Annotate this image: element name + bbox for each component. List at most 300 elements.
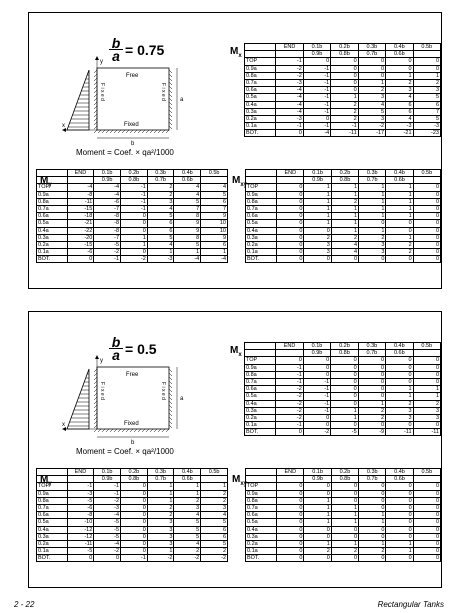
row-label: 0.8a	[245, 371, 276, 378]
table-cell: 1	[304, 198, 331, 205]
table-cell: 5	[174, 533, 201, 540]
table-cell: 1	[359, 191, 386, 198]
table-row	[246, 555, 441, 562]
table-cell: -2	[94, 548, 121, 555]
table-cell: 3	[413, 414, 440, 421]
corner-cell	[245, 44, 276, 51]
table-cell: 4	[331, 241, 358, 248]
table-cell: 0	[413, 533, 440, 540]
table-row	[245, 65, 441, 72]
table-cell: 0	[277, 191, 304, 198]
table-row	[246, 519, 441, 526]
table-row	[245, 378, 441, 385]
table-row	[246, 234, 441, 241]
row-label: BOT.	[245, 130, 276, 137]
table-cell: 4	[386, 115, 413, 122]
table-cell: 0	[386, 357, 413, 364]
mxy-label: $M_{xy}$	[232, 474, 248, 487]
table-cell: 4	[201, 184, 228, 191]
table-row	[246, 526, 441, 533]
table-cell: 2	[147, 512, 174, 519]
table-cell: -1	[303, 101, 330, 108]
table-cell: 0	[331, 58, 358, 65]
table-cell: 2	[359, 548, 386, 555]
table-cell: -12	[67, 533, 94, 540]
table-cell: 1	[331, 213, 358, 220]
table-cell: -1	[121, 198, 148, 205]
header-row-2	[37, 476, 228, 483]
page-number: 2 - 22	[14, 600, 35, 609]
a-label: a	[180, 97, 184, 103]
fixed-left-label: F i x e d	[99, 382, 105, 400]
table-cell: 1	[386, 386, 413, 393]
table-cell: -1	[303, 123, 330, 130]
y-label: y	[100, 358, 103, 364]
table-row	[245, 407, 441, 414]
table-cell: 0	[358, 422, 385, 429]
column-header: 0.1b	[94, 469, 121, 476]
table-cell: 1	[386, 191, 413, 198]
table-cell: 0	[386, 483, 413, 490]
table-cell: 0	[413, 483, 440, 490]
table-cell: 1	[331, 184, 358, 191]
table-cell: -4	[94, 540, 121, 547]
table-cell: 0	[303, 414, 330, 421]
row-label: 0.6a	[245, 386, 276, 393]
load-triangle	[67, 369, 89, 429]
table-cell: 0	[386, 533, 413, 540]
table-cell: 3	[358, 115, 385, 122]
column-header: 0.2b	[331, 170, 358, 177]
row-label: 0.4a	[245, 400, 276, 407]
table-cell: -2	[276, 65, 303, 72]
table-cell: 8	[174, 213, 201, 220]
table-cell: 0	[413, 234, 440, 241]
table-row	[37, 540, 228, 547]
table-cell: 0	[413, 504, 440, 511]
table-cell: 1	[147, 497, 174, 504]
table-cell: 0	[277, 519, 304, 526]
table-cell: -1	[276, 364, 303, 371]
row-label: 0.9a	[246, 490, 277, 497]
table-cell: 0	[277, 497, 304, 504]
table-cell: 2	[331, 108, 358, 115]
x-label: x	[62, 123, 65, 129]
table-cell: 3	[359, 249, 386, 256]
table-cell: 0	[121, 526, 148, 533]
column-header: 0.3b	[359, 469, 386, 476]
table-row	[37, 497, 228, 504]
table-cell: 1	[331, 407, 358, 414]
table-cell: 1	[331, 205, 358, 212]
table-cell: 0	[304, 533, 331, 540]
table-cell: -1	[303, 87, 330, 94]
fixed-edge-label: Fixed	[124, 421, 139, 427]
table-cell: 1	[121, 241, 148, 248]
table-cell: 0	[413, 191, 440, 198]
column-subheader: 0.8b	[121, 177, 148, 184]
b-label: b	[131, 141, 135, 147]
table-cell: 0	[386, 490, 413, 497]
row-label: 0.2a	[37, 540, 68, 547]
column-header: 0.4b	[386, 170, 413, 177]
table-cell: 2	[413, 79, 440, 86]
row-label: 0.5a	[245, 393, 276, 400]
table-cell: 0	[331, 555, 358, 562]
table-row	[245, 115, 441, 122]
table-cell: -6	[67, 504, 94, 511]
table-row	[37, 526, 228, 533]
y-arrow	[95, 355, 99, 359]
column-header: END	[277, 170, 304, 177]
ratio-value: = 0.75	[125, 42, 165, 58]
table-cell: 0	[358, 378, 385, 385]
fixed-right-label: F i x e d	[160, 83, 166, 101]
table-cell: 0	[277, 205, 304, 212]
table-cell: 0	[331, 371, 358, 378]
table-cell: 1	[174, 249, 201, 256]
moment-formula: Moment = Coef. × qa²/1000	[76, 148, 174, 157]
mx-table	[244, 43, 441, 137]
column-header: 0.3b	[147, 469, 174, 476]
table-row	[245, 429, 441, 436]
table-cell: -1	[303, 400, 330, 407]
table-cell: 0	[277, 490, 304, 497]
table-row	[37, 227, 228, 234]
table-cell: 0	[331, 386, 358, 393]
table-cell: 3	[413, 87, 440, 94]
table-cell: 0	[413, 490, 440, 497]
table-cell: -3	[276, 115, 303, 122]
table-cell: -17	[358, 130, 385, 137]
table-cell: 0	[413, 213, 440, 220]
table-cell: -1	[331, 123, 358, 130]
table-cell: -1	[303, 65, 330, 72]
table-cell: -1	[303, 386, 330, 393]
table-cell: 1	[147, 490, 174, 497]
row-label: 0.7a	[245, 378, 276, 385]
row-label: 0.6a	[37, 213, 68, 220]
column-subheader: 0.8b	[331, 51, 358, 58]
header-row	[245, 343, 441, 350]
table-cell: -2	[147, 555, 174, 562]
table-cell: 6	[201, 526, 228, 533]
table-cell: 0	[121, 540, 148, 547]
table-cell: 0	[358, 65, 385, 72]
table-cell: -5	[94, 519, 121, 526]
table-row	[246, 490, 441, 497]
table-cell: 0	[386, 497, 413, 504]
row-label: 0.8a	[246, 497, 277, 504]
row-label: TOP	[37, 483, 68, 490]
table-cell: -3	[386, 123, 413, 130]
table-cell: 0	[413, 364, 440, 371]
table-cell: 0	[413, 371, 440, 378]
table-row	[246, 213, 441, 220]
moment-formula: Moment = Coef. × qa²/1000	[76, 447, 174, 456]
table-cell: -1	[276, 422, 303, 429]
column-header: 0.2b	[331, 469, 358, 476]
row-label: 0.5a	[37, 220, 68, 227]
mxy-table	[245, 169, 441, 263]
row-label: TOP	[246, 184, 277, 191]
table-row	[245, 393, 441, 400]
table-cell: 0	[413, 497, 440, 504]
ratio-heading	[109, 37, 189, 67]
table-cell: -1	[121, 184, 148, 191]
row-label: 0.9a	[246, 191, 277, 198]
table-cell: 0	[121, 227, 148, 234]
table-cell: 1	[147, 483, 174, 490]
table-cell: 1	[174, 483, 201, 490]
table-cell: -3	[94, 504, 121, 511]
table-row	[246, 540, 441, 547]
row-label: 0.2a	[245, 115, 276, 122]
table-cell: 0	[386, 371, 413, 378]
table-cell: 0	[359, 533, 386, 540]
table-cell: -1	[276, 123, 303, 130]
row-label: 0.8a	[246, 198, 277, 205]
table-cell: 0	[121, 249, 148, 256]
table-cell: -2	[94, 497, 121, 504]
table-cell: 2	[386, 249, 413, 256]
table-cell: -1	[121, 555, 148, 562]
table-cell: 2	[358, 87, 385, 94]
table-cell: 0	[413, 220, 440, 227]
table-cell: 1	[359, 205, 386, 212]
table-cell: 3	[386, 407, 413, 414]
table-cell: 1	[331, 94, 358, 101]
table-cell: -1	[121, 205, 148, 212]
table-cell: 1	[359, 512, 386, 519]
table-cell: 0	[413, 555, 440, 562]
table-cell: -3	[276, 79, 303, 86]
table-cell: 1	[359, 184, 386, 191]
table-row	[246, 198, 441, 205]
table-cell: 4	[358, 101, 385, 108]
table-row	[246, 533, 441, 540]
mx-label: $M_x$	[230, 345, 242, 358]
table-cell: 0	[67, 555, 94, 562]
table-cell: 3	[147, 519, 174, 526]
panel-ratio-0-75	[28, 12, 442, 289]
column-header: 0.2b	[121, 469, 148, 476]
table-row	[37, 256, 228, 263]
table-cell: 5	[174, 198, 201, 205]
table-cell: -2	[276, 393, 303, 400]
table-cell: 0	[386, 220, 413, 227]
table-cell: -1	[67, 483, 94, 490]
table-cell: -2	[94, 249, 121, 256]
table-cell: -3	[67, 490, 94, 497]
table-cell: 0	[331, 364, 358, 371]
table-cell: -23	[413, 130, 440, 137]
row-label: 0.3a	[245, 108, 276, 115]
table-cell: 1	[304, 205, 331, 212]
table-cell: 3	[304, 241, 331, 248]
column-header: 0.3b	[358, 44, 385, 51]
table-cell: -21	[386, 130, 413, 137]
table-cell: 0	[413, 184, 440, 191]
table-cell: 1	[304, 191, 331, 198]
column-subheader: 0.7b	[147, 177, 174, 184]
table-cell: 1	[147, 548, 174, 555]
row-label: 0.4a	[246, 227, 277, 234]
table-cell: 0	[413, 540, 440, 547]
table-cell: 0	[94, 555, 121, 562]
table-cell: 0	[121, 504, 148, 511]
table-cell: 9	[174, 227, 201, 234]
row-label: 0.3a	[37, 533, 68, 540]
column-header: 0.3b	[359, 170, 386, 177]
table-cell: 2	[174, 548, 201, 555]
table-row	[37, 548, 228, 555]
table-cell: 0	[304, 483, 331, 490]
table-row	[37, 234, 228, 241]
row-label: 0.1a	[245, 422, 276, 429]
table-cell: 0	[358, 371, 385, 378]
table-row	[245, 79, 441, 86]
row-label: 0.3a	[246, 234, 277, 241]
table-cell: -2	[358, 123, 385, 130]
table-cell: 7	[413, 108, 440, 115]
column-header: 0.3b	[147, 170, 174, 177]
table-cell: 0	[277, 526, 304, 533]
table-cell: 0	[303, 371, 330, 378]
column-subheader: 0.8b	[121, 476, 148, 483]
my-label: $M_y$	[40, 175, 52, 188]
table-cell: 0	[386, 504, 413, 511]
table-cell: 1	[304, 497, 331, 504]
table-cell: 3	[147, 526, 174, 533]
table-cell: -6	[94, 198, 121, 205]
my-label: $M_y$	[40, 474, 52, 487]
table-cell: 0	[358, 72, 385, 79]
table-cell: 2	[331, 198, 358, 205]
column-header: 0.2b	[331, 343, 358, 350]
table-cell: 1	[201, 483, 228, 490]
table-cell: 2	[386, 79, 413, 86]
column-subheader: 0.9b	[304, 476, 331, 483]
table-cell: 9	[201, 213, 228, 220]
table-cell: 0	[413, 227, 440, 234]
table-cell: 0	[331, 526, 358, 533]
table-cell: 0	[277, 540, 304, 547]
table-cell: -5	[94, 533, 121, 540]
column-header: END	[67, 469, 94, 476]
column-header: END	[276, 343, 303, 350]
table-cell: 2	[147, 191, 174, 198]
table-cell: -8	[94, 213, 121, 220]
table-row	[37, 191, 228, 198]
row-label: BOT.	[245, 429, 276, 436]
table-row	[245, 364, 441, 371]
table-cell: 0	[277, 220, 304, 227]
fixed-left-label: F i x e d	[99, 83, 105, 101]
table-cell: 1	[201, 249, 228, 256]
column-header: 0.4b	[386, 44, 413, 51]
table-cell: 0	[386, 364, 413, 371]
fixed-edge-label: Fixed	[124, 122, 139, 128]
table-cell: -4	[94, 191, 121, 198]
table-cell: 0	[358, 393, 385, 400]
table-cell: 0	[386, 555, 413, 562]
my-table	[36, 169, 228, 263]
table-cell: 0	[413, 198, 440, 205]
table-cell: 1	[413, 386, 440, 393]
column-header: 0.5b	[201, 170, 228, 177]
table-row	[246, 205, 441, 212]
table-cell: -6	[67, 249, 94, 256]
table-cell: -7	[94, 234, 121, 241]
table-cell: 0	[413, 422, 440, 429]
table-cell: -1	[303, 407, 330, 414]
table-cell: 0	[331, 490, 358, 497]
column-header: 0.5b	[201, 469, 228, 476]
table-cell: 0	[413, 241, 440, 248]
column-subheader: 0.6b	[386, 476, 413, 483]
table-cell: 0	[413, 548, 440, 555]
table-cell: 4	[147, 205, 174, 212]
row-label: 0.6a	[246, 213, 277, 220]
row-label: 0.7a	[37, 504, 68, 511]
row-label: 0.9a	[245, 65, 276, 72]
table-cell: 2	[147, 184, 174, 191]
table-cell: -1	[276, 378, 303, 385]
column-header: 0.4b	[174, 170, 201, 177]
table-cell: 0	[331, 422, 358, 429]
table-row	[37, 249, 228, 256]
table-cell: 0	[386, 512, 413, 519]
table-cell: -5	[67, 548, 94, 555]
table-cell: 0	[386, 256, 413, 263]
corner-cell	[37, 170, 68, 177]
table-cell: 2	[386, 400, 413, 407]
table-cell: 1	[331, 540, 358, 547]
table-cell: -5	[67, 497, 94, 504]
table-row	[246, 227, 441, 234]
table-cell: 0	[331, 393, 358, 400]
table-cell: 1	[331, 504, 358, 511]
column-header: 0.1b	[304, 469, 331, 476]
table-cell: 1	[121, 234, 148, 241]
table-cell: 3	[147, 533, 174, 540]
table-cell: 0	[359, 555, 386, 562]
column-header: END	[277, 469, 304, 476]
mxy-label: $M_{xy}$	[232, 175, 248, 188]
ratio-fraction	[109, 336, 123, 361]
table-cell: 0	[67, 256, 94, 263]
column-subheader: 0.6b	[174, 476, 201, 483]
table-cell: 0	[331, 357, 358, 364]
table-cell: -4	[94, 184, 121, 191]
row-label: TOP	[37, 184, 68, 191]
tank-wall-diagram	[29, 312, 249, 462]
row-label: 0.6a	[246, 512, 277, 519]
table-cell: -1	[94, 256, 121, 263]
table-cell: 0	[277, 184, 304, 191]
table-cell: -1	[276, 371, 303, 378]
row-label: 0.2a	[246, 540, 277, 547]
table-cell: 10	[201, 227, 228, 234]
table-cell: 0	[358, 357, 385, 364]
table-cell: 2	[386, 241, 413, 248]
table-cell: 4	[174, 191, 201, 198]
table-cell: 0	[413, 256, 440, 263]
row-label: 0.5a	[246, 519, 277, 526]
table-cell: 0	[303, 115, 330, 122]
table-cell: 0	[277, 256, 304, 263]
